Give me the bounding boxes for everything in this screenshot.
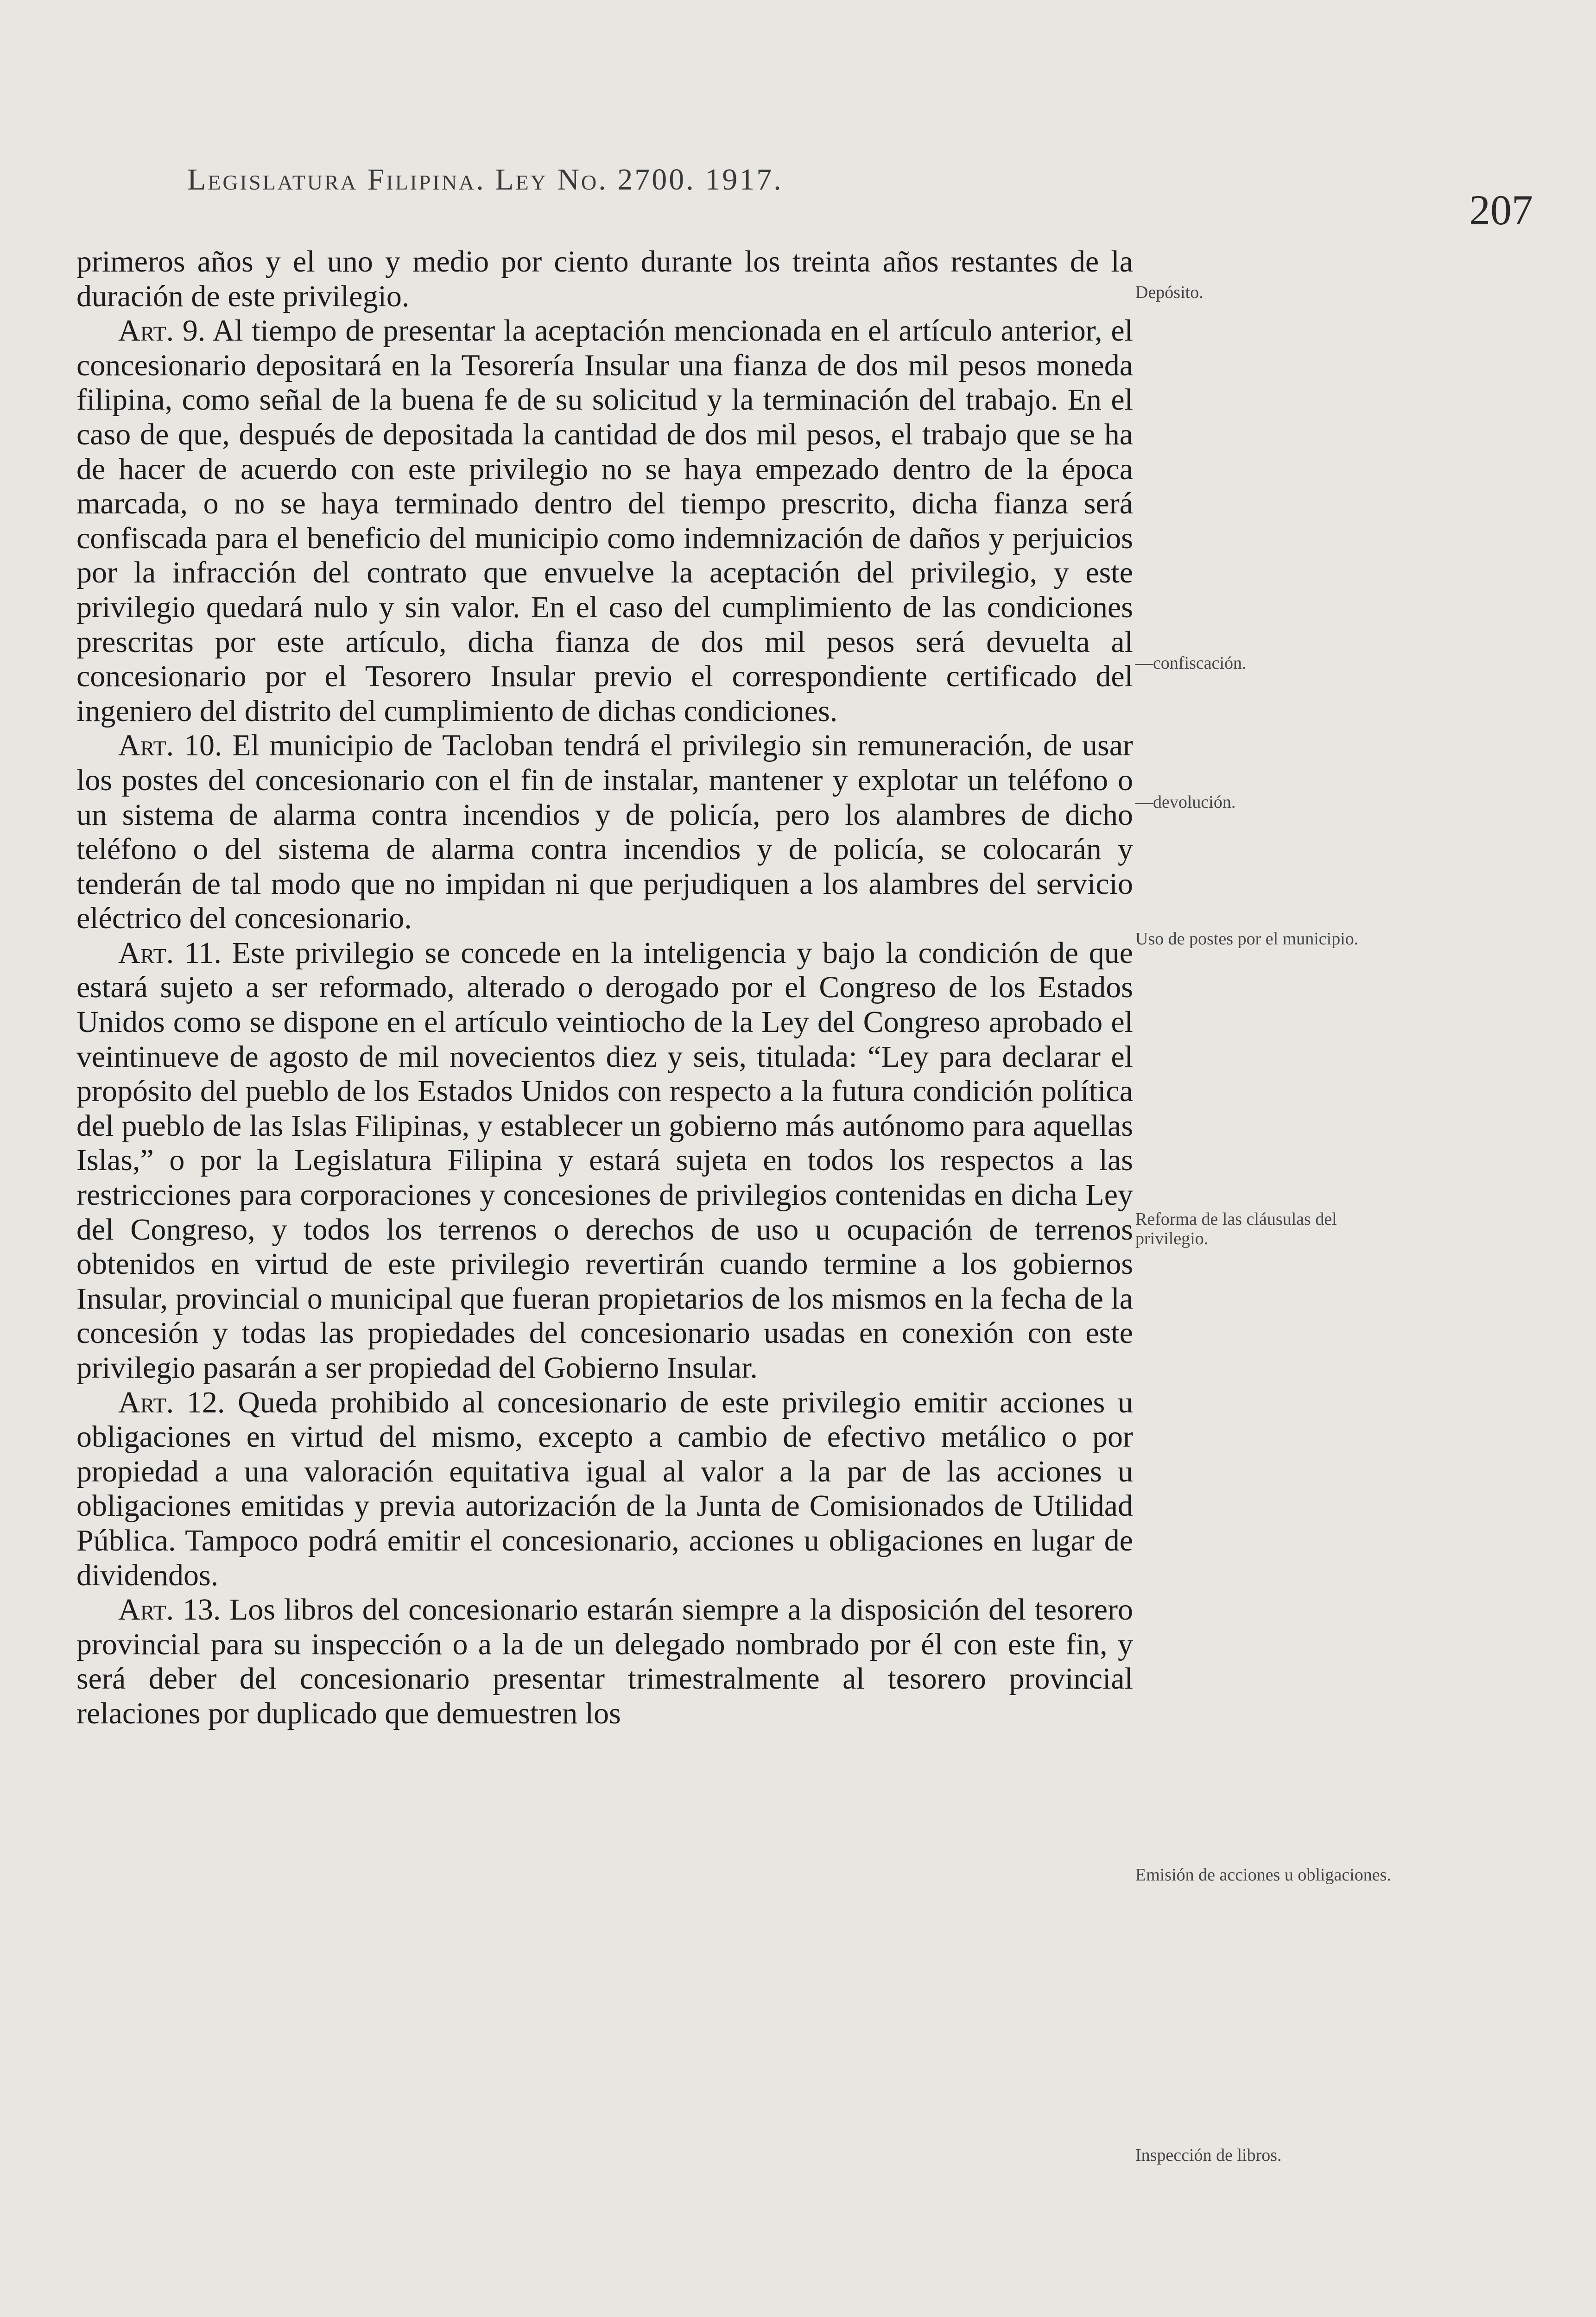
article-13 [76,1593,1133,1731]
paragraph-continued: primeros años y el uno y medio por ciento durante los treinta años restantes de la duración de este privilegio. [76,245,1133,313]
article-label: Art. 10. [118,728,222,763]
margin-note-uso-postes: Uso de postes por el municipio. [1135,929,1359,949]
article-label: Art. 11. [118,936,222,970]
margin-note-emision: Emisión de acciones u obligaciones. [1135,1865,1391,1885]
article-text: Al tiempo de presentar la aceptación mencionada en el artículo anterior, el concesionario depositará en la Tesorería Insular una fianza de dos mil pesos moneda filipina, como señal de la buena fe de su solicitud y la terminación del trabajo. En el caso de que, después de depositada la cantidad de dos mil pesos, el trabajo que se ha de hacer de acuerdo con este privilegio no se haya empezado dentro de la época marcada, o no se haya terminado dentro del tiempo prescrito, dicha fianza será confiscada para el beneficio del municipio como indemnización de daños y perjuicios por la infracción del contrato que envuelve la aceptación del privilegio, y este privilegio quedará nulo y sin valor. En el caso del cumplimiento de las condiciones prescritas por este artículo, dicha fianza de dos mil pesos será devuelta al concesionario por el Tesorero Insular previo el correspondiente certificado del ingeniero del distrito del cumplimiento de dichas condiciones. [76,314,1134,728]
margin-note-inspeccion: Inspección de libros. [1135,2146,1282,2165]
margin-note-confiscacion: —confiscación. [1135,653,1247,673]
article-10 [76,728,1133,936]
article-text: Queda prohibido al concesionario de este privilegio emitir acciones u obligaciones en virtud del mismo, excepto a cambio de efectivo metálico o por propiedad a una valoración equitativa igual al valor a la par de las acciones u obligaciones emitidas y previa autorización de la Junta de Comisionados de Utilidad Pública. Tampoco podrá emitir el concesionario, acciones u obligaciones en lugar de dividendos. [76,1385,1134,1592]
article-text: El municipio de Tacloban tendrá el privilegio sin remuneración, de usar los postes del concesionario con el fin de instalar, mantener y explotar un teléfono o un sistema de alarma contra incendios y de policía, pero los alambres de dicho teléfono o del sistema de alarma contra incendios y de policía, se colocarán y tenderán de tal modo que no impidan ni que perjudiquen a los alambres del servicio eléctrico del concesionario. [76,728,1133,936]
article-label: Art. 13. [118,1593,221,1627]
article-text: Este privilegio se concede en la inteligencia y bajo la condición de que estará sujeto a ser reformado, alterado o derogado por el Congreso de los Estados Unidos como se dispone en el artículo veintiocho de la Ley del Congreso aprobado el veintinueve de agosto de mil novecientos diez y seis, titulada: “Ley para declarar el propósito del pueblo de los Estados Unidos con respecto a la futura condición política del pueblo de las Islas Filipinas, y establecer un gobierno más autónomo para aquellas Islas,” o por la Legislatura Filipina y estará sujeta en todos los respectos a las restricciones para corporaciones y concesiones de privilegios contenidas en dicha Ley del Congreso, y todos los terrenos o derechos de uso u ocupación de terrenos obtenidos en virtud de este privilegio revertirán cuando termine a los gobiernos Insular, provincial o municipal que fueran propietarios de los mismos en la fecha de la concesión y todas las propiedades del concesionario usadas en conexión con este privilegio pasarán a ser propiedad del Gobierno Insular. [76,936,1133,1385]
margin-note-reforma: Reforma de las cláusulas del privilegio. [1135,1209,1337,1248]
article-11 [76,936,1133,1386]
article-label: Art. 9. [118,314,206,348]
article-text: Los libros del concesionario estarán siempre a la disposición del tesorero provincial para su inspección o a la de un delegado nombrado por él con este fin, y será deber del concesionario presentar trimestralmente al tesorero provincial relaciones por duplicado que demuestren los [76,1593,1133,1730]
article-9 [76,314,1133,728]
body-text [76,245,1133,1731]
margin-note-deposito: Depósito. [1135,283,1203,302]
running-header: Legislatura Filipina. Ley No. 2700. 1917. [187,163,783,196]
article-label: Art. 12. [118,1385,225,1419]
article-12 [76,1386,1133,1593]
page-number: 207 [1469,186,1533,234]
margin-note-devolucion: —devolución. [1135,792,1236,812]
